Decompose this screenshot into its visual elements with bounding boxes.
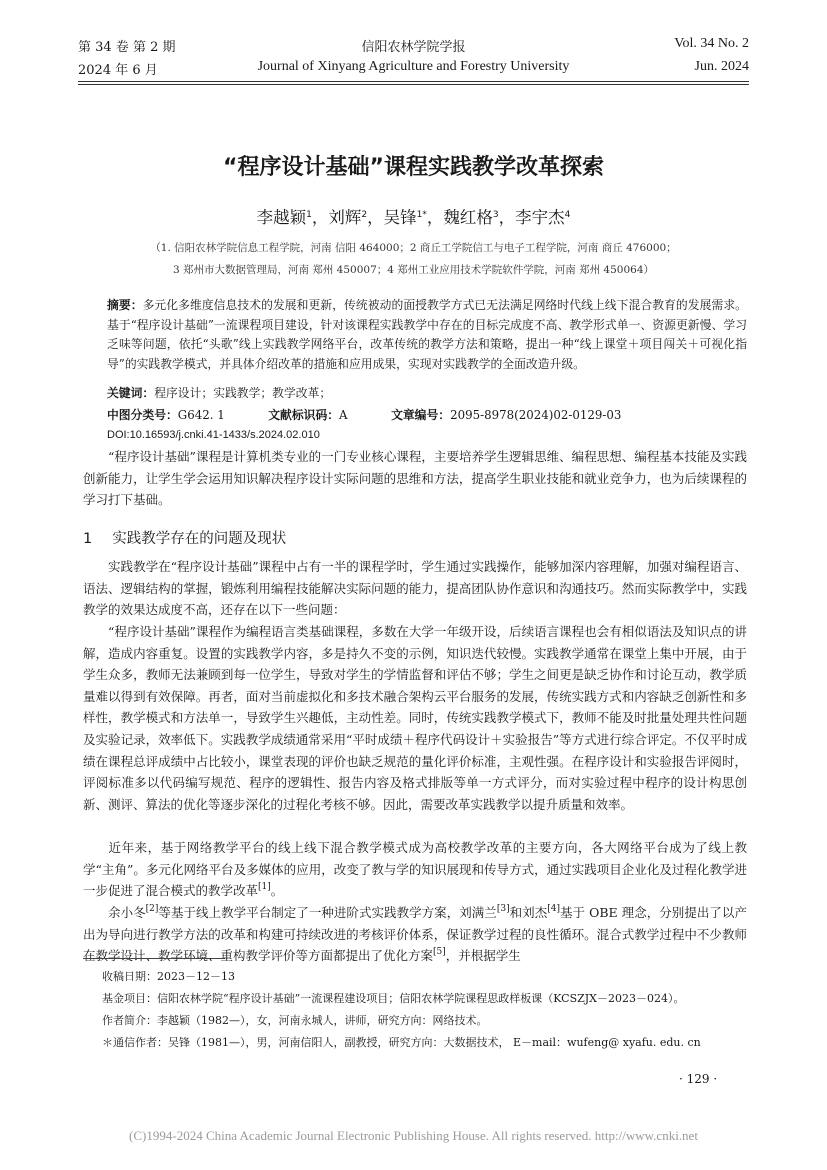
affiliation-line-1: （1. 信阳农林学院信息工程学院，河南 信阳 464000；2 商丘工学院信工与电子工程学院，河南 商丘 476000； bbox=[150, 242, 677, 254]
footnote-rule bbox=[83, 958, 225, 959]
author-affil-sup: 4 bbox=[564, 210, 571, 220]
citation-ref[interactable]: [3] bbox=[496, 904, 510, 914]
author-name: 刘辉 bbox=[328, 208, 362, 227]
citation-ref[interactable]: [4] bbox=[547, 904, 560, 914]
classification-line bbox=[107, 406, 621, 423]
paragraph-text: 基于 OBE 理念，分别提出了以产出为导向进行教学方法的改革和构建可持续改进的考核评价体系，保证教学过程的良性循环。混合式教学过程中不少教师在教学设计、教学环境、重构教学评价等方面都提出了优化方案 bbox=[83, 905, 747, 964]
paragraph-text: 近年来，基于网络教学平台的线上线下混合教学模式成为高校教学改革的主要方向，各大网络平台成为了线上教学“主角”。多元化网络平台及多媒体的应用，改变了教与学的知识展现和传导方式，通过实践项目企业化及过程化教学进一步促进了混合模式的教学改革 bbox=[83, 840, 747, 899]
intro-text: “程序设计基础”课程是计算机类专业的一门专业核心课程，主要培养学生逻辑思维、编程思想、编程基本技能及实践创新能力，让学生学会运用知识解决程序设计实际问题的思维和方法，提高学生职业技能和就业竞争力，也为后续课程的学习打下基础。 bbox=[83, 449, 747, 508]
paragraph-text: 余小冬 bbox=[108, 905, 146, 920]
journal-title-en: Journal of Xinyang Agriculture and Forestry University bbox=[257, 59, 570, 74]
paragraph bbox=[83, 837, 747, 902]
section-number: 1 bbox=[83, 531, 93, 547]
author-list: 李越颖$^1$，刘辉$^2$，吴锋$^{1*}$，魏红格$^3$，李宇杰$^4$ bbox=[256, 208, 571, 227]
author-affil-sup: 1* bbox=[416, 210, 427, 220]
abstract-label: 摘要： bbox=[107, 298, 143, 312]
abstract-text: 多元化多维度信息技术的发展和更新，传统被动的面授教学方式已无法满足网络时代线上线下混合教育的发展需求。基于“程序设计基础”一流课程项目建设，针对该课程实践教学中存在的目标完成度不高、教学形式单一、资源更新慢、学习乏味等问题，依托“头歌”线上实践教学网络平台，改革传统的教学方法和策略，提出一种“线上课堂＋项目闯关＋可视化指导”的实践教学模式，并具体介绍改革的措施和应用成果，实现对实践教学的全面改造升级。 bbox=[107, 298, 747, 371]
doi: DOI:10.16593/j.cnki.41-1433/s.2024.02.010 bbox=[107, 429, 320, 441]
header-rule-2 bbox=[78, 84, 749, 85]
author-name: 吴锋 bbox=[383, 208, 417, 227]
keywords bbox=[107, 384, 331, 401]
author-name: 魏红格 bbox=[443, 208, 493, 227]
paragraph-text: 和刘杰 bbox=[509, 905, 548, 920]
intro-paragraph bbox=[83, 446, 747, 511]
author-affil-sup: 3 bbox=[492, 210, 499, 220]
abstract bbox=[107, 296, 747, 374]
author-affil-sup: 1 bbox=[306, 210, 312, 220]
page-number: · 129 · bbox=[679, 1072, 718, 1086]
article-no-label: 文章编号： bbox=[391, 408, 451, 422]
paragraph bbox=[83, 556, 747, 621]
keywords-label: 关键词： bbox=[107, 386, 155, 400]
footnote-received: 收稿日期：2023－12－13 bbox=[102, 970, 235, 983]
footnote-author: 作者简介：李越颖（1982—），女，河南永城人，讲师，研究方向：网络技术。 bbox=[102, 1014, 488, 1027]
author-name: 李越颖 bbox=[256, 208, 307, 227]
paragraph-text: 实践教学在“程序设计基础”课程中占有一半的课程学时，学生通过实践操作，能够加深内容理解，加强对编程语言、语法、逻辑结构的掌握，锻炼利用编程技能解决实际问题的能力，提高团队协作意识和沟通技巧。然而实际教学中，实践教学的效果达成度不高，还存在以下一些问题： bbox=[83, 559, 747, 618]
keywords-text: 程序设计；实践教学；教学改革； bbox=[154, 386, 332, 400]
footnote-corresponding: ＊通信作者：吴锋（1981—），男，河南信阳人，副教授，研究方向：大数据技术， E－mail：wufeng@ xyafu. edu. cn bbox=[102, 1036, 701, 1049]
paragraph bbox=[83, 621, 747, 815]
citation-ref[interactable]: [1] bbox=[258, 882, 271, 893]
paragraph-text: “程序设计基础”课程作为编程语言类基础课程，多数在大学一年级开设，后续语言课程也会有相似语法及知识点的讲解，造成内容重复。设置的实践教学内容，多是持久不变的示例，知识迭代较慢。实践教学通常在课堂上集中开展，由于学生众多，教师无法兼顾到每一位学生，导致对学生的学情监督和评估不够；学生之间更是缺乏协作和讨论互动，教学质量难以得到有效保障。再者，面对当前虚拟化和多技术融合架构云平台服务的发展，传统实践方式和内容缺乏创新性和多样性，教学模式和方法单一，导致学生兴趣低，主动性差。同时，传统实践教学模式下，教师不能及时批量处理共性问题及实验记录，效率低下。实践教学成绩通常采用“平时成绩＋程序代码设计＋实验报告”等方式进行综合评定。不仅平时成绩在课程总评成绩中占比较小，课堂表现的评价也缺乏规范的量化评价标准，主观性强。在程序设计和实验报告评阅时，评阅标准多以代码编写规范、程序的逻辑性、报告内容及格式排版等单一方式评分，而对实验过程中程序的设计构思创新、测评、算法的优化等逐步深化的过程化考核不够。因此，需要改革实践教学以提升质量和效率。 bbox=[83, 624, 747, 812]
copyright-notice: (C)1994-2024 China Academic Journal Electronic Publishing House. All rights reserved. http://www.cnki.net bbox=[129, 1128, 698, 1143]
author-affil-sup: 2 bbox=[361, 210, 368, 220]
citation-ref[interactable]: [2] bbox=[145, 904, 159, 914]
paragraph-text: 。 bbox=[270, 883, 284, 899]
author-name: 李宇杰 bbox=[515, 208, 565, 227]
article-no-value: 2095-8978(2024)02-0129-03 bbox=[450, 408, 622, 422]
volume-en: Vol. 34 No. 2 bbox=[674, 36, 749, 51]
clc-value: G642. 1 bbox=[177, 408, 225, 422]
date-en: Jun. 2024 bbox=[694, 59, 749, 74]
citation-ref[interactable]: [5] bbox=[433, 947, 446, 958]
paragraph-text: ，并根据学生 bbox=[445, 948, 521, 964]
section-heading bbox=[83, 527, 286, 548]
volume-issue: 第 34 卷 第 2 期 bbox=[78, 40, 176, 55]
header-rule bbox=[78, 81, 749, 82]
paragraph-text: 等基于线上教学平台制定了一种进阶式实践教学方案，刘满兰 bbox=[158, 905, 497, 920]
doc-code-value: A bbox=[339, 408, 348, 422]
footnote-fund: 基金项目：信阳农林学院“程序设计基础”一流课程建设项目；信阳农林学院课程思政样板课（KCSZJX－2023－024）。 bbox=[102, 992, 685, 1005]
year-month: 2024 年 6 月 bbox=[78, 63, 158, 78]
section-title: 实践教学存在的问题及现状 bbox=[112, 531, 287, 547]
article-title: “程序设计基础”课程实践教学改革探索 bbox=[223, 155, 604, 180]
doc-code-label: 文献标识码： bbox=[268, 408, 340, 422]
journal-title-cn: 信阳农林学院学报 bbox=[361, 40, 466, 55]
clc-label: 中图分类号： bbox=[107, 408, 178, 422]
affiliation-line-2: 3 郑州市大数据管理局，河南 郑州 450007；4 郑州工业应用技术学院软件学院，河南 郑州 450064） bbox=[172, 264, 655, 276]
